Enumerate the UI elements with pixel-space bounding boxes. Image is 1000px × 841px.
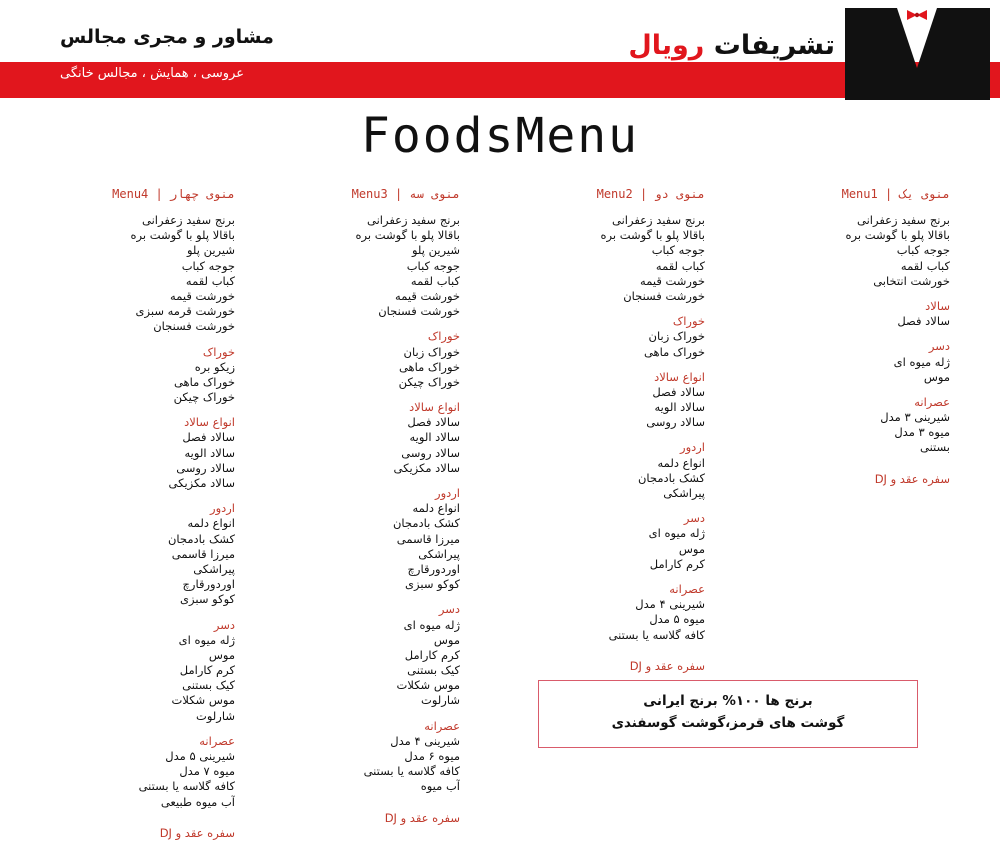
- tuxedo-bowtie-icon: [845, 0, 990, 100]
- menu-item: برنج سفید زعفرانی: [857, 213, 950, 227]
- menu-item: پیراشکی: [193, 561, 235, 576]
- menu-item: موس شکلات: [396, 678, 460, 693]
- menu-item: کرم کارامل: [649, 556, 705, 571]
- column-heading-fa: منوی چهار: [169, 187, 235, 201]
- column-heading-en: Menu3: [351, 187, 388, 201]
- column-heading-separator: |: [632, 187, 655, 201]
- menu-item: کباب لقمه: [900, 258, 950, 273]
- menu-item: شارلوت: [196, 708, 235, 723]
- column-heading-separator: |: [148, 187, 170, 201]
- column-heading-fa: منوی دو: [654, 187, 705, 201]
- menu-item: خورشت قیمه: [640, 273, 705, 288]
- menu-item: سالاد فصل: [182, 430, 235, 445]
- menu-item: ژله میوه ای: [178, 632, 235, 647]
- menu-category: انواع سالاد: [409, 400, 460, 415]
- menu-item: شارلوت: [421, 693, 460, 708]
- brand-accent: رویال: [628, 30, 705, 61]
- menu-category: خوراک: [672, 314, 705, 329]
- menu-item: برنج سفید زعفرانی: [612, 213, 705, 227]
- menu-item: کشک بادمجان: [167, 531, 235, 546]
- menu-item: کباب لقمه: [185, 273, 235, 288]
- menu-item: زیکو بره: [194, 359, 235, 374]
- menu-item: کشک بادمجان: [392, 516, 460, 531]
- menu-item: باقالا پلو با گوشت بره: [130, 228, 235, 243]
- menu-category: اردور: [680, 440, 705, 455]
- menu-item: میرزا قاسمی: [396, 531, 460, 546]
- menu-item: سالاد الویه: [654, 400, 705, 415]
- spacer: [45, 608, 235, 618]
- menu-item: خوراک چیکن: [173, 390, 235, 405]
- menu-category: عصرانه: [424, 718, 460, 733]
- spacer: [45, 405, 235, 415]
- column-heading-en: Menu4: [112, 187, 149, 201]
- menu-item: شیرینی ۴ مدل: [635, 597, 705, 612]
- menu-item: بستنی: [920, 440, 950, 455]
- menu-item: خوراک ماهی: [643, 344, 705, 359]
- menu-item: کرم کارامل: [179, 663, 235, 678]
- menu-item: شیرینی ۵ مدل: [165, 749, 235, 763]
- menu-column-4: [45, 187, 235, 841]
- spacer: [760, 289, 950, 299]
- column-heading: [270, 187, 460, 203]
- brand-prefix: تشریفات: [713, 30, 835, 61]
- menu-item: خورشت فسنجان: [378, 304, 460, 319]
- column-heading-en: Menu1: [841, 187, 878, 201]
- brand-title: [628, 30, 835, 61]
- column-heading-fa: منوی سه: [409, 187, 460, 201]
- spacer: [45, 724, 235, 734]
- column-heading: [45, 187, 235, 203]
- menu-item: باقالا پلو با گوشت بره: [355, 228, 460, 243]
- menu-item: سالاد فصل: [407, 415, 460, 430]
- menu-item: ژله میوه ای: [893, 354, 950, 369]
- menu-category: دسر: [683, 511, 705, 526]
- menu-category: عصرانه: [669, 581, 705, 596]
- spacer: [515, 572, 705, 582]
- menu-category: خوراک: [202, 344, 235, 359]
- menu-item: باقالا پلو با گوشت بره: [600, 228, 705, 243]
- menu-column-1: [760, 187, 950, 487]
- menu-footer: سفره عقد و DJ: [159, 825, 235, 840]
- menu-item: خورشت انتخابی: [873, 273, 950, 288]
- menu-item: موس: [923, 369, 950, 384]
- menu-item: کافه گلاسه یا بستنی: [608, 627, 705, 642]
- column-heading-en: Menu2: [596, 187, 633, 201]
- menu-item: جوجه کباب: [181, 258, 235, 273]
- menu-item: انواع دلمه: [187, 516, 235, 531]
- menu-item: پیراشکی: [663, 486, 705, 500]
- menu-item: جوجه کباب: [896, 243, 950, 258]
- menu-item: میوه ۵ مدل: [649, 612, 705, 627]
- menu-item: انواع دلمه: [657, 455, 705, 470]
- menu-item: کافه گلاسه یا بستنی: [138, 779, 235, 794]
- menu-item: سالاد مکزیکی: [168, 476, 235, 490]
- note-box: [538, 680, 918, 748]
- spacer: [760, 385, 950, 395]
- menu-item: خورشت قرمه سبزی: [135, 304, 235, 319]
- spacer: [45, 491, 235, 501]
- menu-item: برنج سفید زعفرانی: [142, 213, 235, 227]
- spacer: [515, 501, 705, 511]
- column-heading-fa: منوی یک: [899, 187, 950, 201]
- spacer: [270, 390, 460, 400]
- menu-item: انواع دلمه: [412, 501, 460, 516]
- menu-item: کباب لقمه: [410, 273, 460, 288]
- menu-item: خوراک چیکن: [398, 374, 460, 389]
- menu-item: ژله میوه ای: [403, 617, 460, 632]
- menu-item: موس: [433, 632, 460, 647]
- menu-item: کوکو سبزی: [180, 592, 235, 607]
- menu-category: انواع سالاد: [184, 415, 235, 430]
- menu-category: عصرانه: [199, 733, 235, 748]
- tagline: مشاور و مجری مجالس: [60, 26, 274, 48]
- menu-item: پیراشکی: [418, 546, 460, 561]
- menu-item: شیرینی ۴ مدل: [390, 733, 460, 748]
- menu-item: خورشت فسنجان: [153, 319, 235, 334]
- menu-item: کشک بادمجان: [637, 470, 705, 485]
- menu-footer: سفره عقد و DJ: [874, 471, 950, 486]
- note-line-2: گوشت های قرمز،گوشت گوسفندی: [611, 715, 845, 731]
- menu-item: اوردورقارچ: [182, 577, 235, 592]
- menu-item: سالاد مکزیکی: [393, 460, 460, 475]
- spacer: [760, 329, 950, 339]
- menu-category: دسر: [928, 339, 950, 354]
- menu-item: کوکو سبزی: [405, 577, 460, 592]
- spacer: [45, 335, 235, 345]
- menu-item: برنج سفید زعفرانی: [367, 213, 460, 227]
- column-heading-separator: |: [387, 187, 410, 201]
- menu-item: میرزا قاسمی: [171, 546, 235, 561]
- menu-item: میوه ۶ مدل: [404, 749, 460, 763]
- menu-item: شیرینی ۳ مدل: [880, 410, 950, 425]
- menu-item: خورشت قیمه: [170, 288, 235, 303]
- menu-item: خوراک ماهی: [173, 374, 235, 389]
- menu-column-3: [270, 187, 460, 826]
- spacer: [270, 476, 460, 486]
- menu-item: موس: [678, 541, 705, 556]
- menu-item: سالاد روسی: [646, 415, 705, 430]
- menu-item: سالاد فصل: [652, 384, 705, 399]
- menu-item: سالاد فصل: [897, 314, 950, 329]
- menu-category: خوراک: [427, 329, 460, 344]
- spacer: [270, 592, 460, 602]
- menu-footer: سفره عقد و DJ: [384, 810, 460, 825]
- menu-item: کرم کارامل: [404, 647, 460, 662]
- menu-category: سالاد: [925, 298, 950, 313]
- menu-item: سالاد روسی: [401, 445, 460, 460]
- menu-item: جوجه کباب: [406, 258, 460, 273]
- menu-item: ژله میوه ای: [648, 526, 705, 541]
- page-title: FoodsMenu: [360, 108, 640, 164]
- menu-item: میوه ۳ مدل: [894, 425, 950, 440]
- menu-item: شیرین پلو: [186, 243, 235, 258]
- menu-item: خورشت فسنجان: [623, 288, 705, 303]
- menu-item: سالاد الویه: [184, 445, 235, 460]
- menu-item: باقالا پلو با گوشت بره: [845, 228, 950, 243]
- menu-item: کباب لقمه: [655, 258, 705, 273]
- menu-item: اوردورقارچ: [407, 561, 460, 576]
- spacer: [515, 304, 705, 314]
- menu-item: موس: [208, 647, 235, 662]
- menu-item: خورشت قیمه: [395, 288, 460, 303]
- services-line: عروسی ، همایش ، مجالس خانگی: [60, 66, 244, 81]
- menu-item: آب میوه طبیعی: [160, 794, 235, 809]
- column-heading: [515, 187, 705, 203]
- spacer: [270, 319, 460, 329]
- note-line-1: برنج ها ۱۰۰% برنج ایرانی: [643, 693, 813, 709]
- menu-footer: سفره عقد و DJ: [629, 658, 705, 673]
- menu-column-2: [515, 187, 705, 674]
- menu-item: خوراک زبان: [403, 344, 460, 359]
- spacer: [515, 360, 705, 370]
- menu-item: کافه گلاسه یا بستنی: [363, 764, 460, 779]
- menu-category: عصرانه: [914, 394, 950, 409]
- menu-item: جوجه کباب: [651, 243, 705, 258]
- menu-item: میوه ۷ مدل: [179, 764, 235, 779]
- menu-item: کیک بستنی: [182, 678, 235, 693]
- spacer: [515, 643, 705, 653]
- column-heading-separator: |: [877, 187, 900, 201]
- menu-item: کیک بستنی: [407, 663, 460, 678]
- menu-item: آب میوه: [420, 779, 460, 794]
- menu-item: خوراک زبان: [648, 329, 705, 344]
- spacer: [45, 810, 235, 820]
- spacer: [760, 456, 950, 466]
- menu-category: انواع سالاد: [654, 369, 705, 384]
- menu-category: دسر: [213, 617, 235, 632]
- spacer: [270, 709, 460, 719]
- spacer: [515, 430, 705, 440]
- menu-item: شیرین پلو: [411, 243, 460, 258]
- menu-category: اردور: [210, 501, 235, 516]
- menu-item: موس شکلات: [171, 693, 235, 708]
- menu-item: سالاد روسی: [176, 460, 235, 475]
- menu-item: سالاد الویه: [409, 430, 460, 445]
- menu-category: اردور: [435, 486, 460, 500]
- menu-item: خوراک ماهی: [398, 359, 460, 374]
- menu-category: دسر: [438, 602, 460, 617]
- column-heading: [760, 187, 950, 203]
